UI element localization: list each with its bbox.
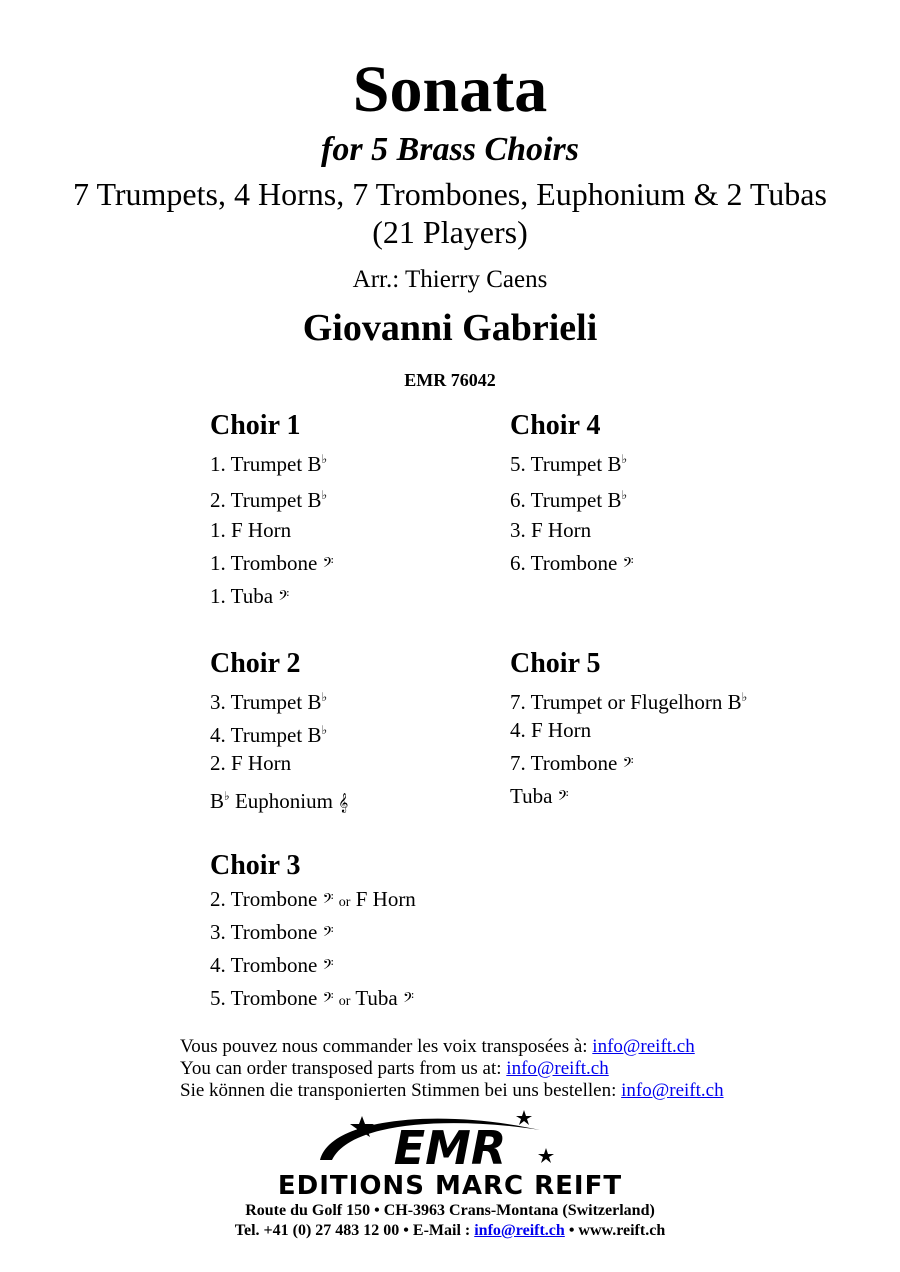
part-item: Tuba 𝄢 <box>510 784 569 808</box>
choir-heading: Choir 5 <box>510 648 601 679</box>
flat-icon: ♭ <box>321 452 328 466</box>
bass-clef-icon: 𝄢 <box>322 924 334 944</box>
part-item: 3. Trombone 𝄢 <box>210 920 334 944</box>
publisher-email-link[interactable]: info@reift.ch <box>474 1222 565 1239</box>
flat-icon: ♭ <box>621 488 628 502</box>
part-item: B♭ Euphonium 𝄞 <box>210 789 349 813</box>
part-item: 2. Trumpet B♭ <box>210 488 328 512</box>
bass-clef-icon: 𝄢 <box>278 588 290 608</box>
bass-clef-icon: 𝄢 <box>322 990 334 1010</box>
players-count: (21 Players) <box>372 214 528 250</box>
bass-clef-icon: 𝄢 <box>322 555 334 575</box>
instrumentation: 7 Trumpets, 4 Horns, 7 Trombones, Euphonium & 2 Tubas <box>73 176 827 212</box>
email-link[interactable]: info@reift.ch <box>506 1058 609 1079</box>
part-item: 3. Trumpet B♭ <box>210 690 328 714</box>
part-item: 5. Trombone 𝄢 or Tuba 𝄢 <box>210 986 414 1010</box>
arranger: Arr.: Thierry Caens <box>352 266 548 293</box>
choir-4 <box>510 409 634 580</box>
bass-clef-icon: 𝄢 <box>322 957 334 977</box>
publisher-contact: Tel. +41 (0) 27 483 12 00 • E-Mail : info@reift.ch • www.reift.ch <box>234 1222 666 1239</box>
flat-icon: ♭ <box>321 488 328 502</box>
part-item: 3. F Horn <box>510 518 592 542</box>
choir-heading: Choir 3 <box>210 850 301 881</box>
part-item: 1. F Horn <box>210 518 292 542</box>
logo-text: EMR <box>393 1121 507 1175</box>
publisher-name: EDITIONS MARC REIFT <box>277 1171 623 1201</box>
emr-logo <box>300 1108 600 1176</box>
title: Sonata <box>352 53 548 126</box>
flat-icon: ♭ <box>621 452 628 466</box>
part-item: 1. Trumpet B♭ <box>210 452 328 476</box>
flat-icon: ♭ <box>741 690 748 704</box>
flat-icon: ♭ <box>321 690 328 704</box>
flat-icon: ♭ <box>224 789 230 803</box>
part-item: 7. Trumpet or Flugelhorn B♭ <box>510 690 748 714</box>
bass-clef-icon: 𝄢 <box>622 555 634 575</box>
bass-clef-icon: 𝄢 <box>557 788 569 808</box>
choir-heading: Choir 2 <box>210 648 301 679</box>
bass-clef-icon: 𝄢 <box>622 755 634 775</box>
part-item: 4. Trumpet B♭ <box>210 723 328 747</box>
email-link[interactable]: info@reift.ch <box>621 1080 724 1101</box>
part-item: 5. Trumpet B♭ <box>510 452 628 476</box>
bass-clef-icon: 𝄢 <box>322 891 334 911</box>
catalog-number: EMR 76042 <box>404 370 496 390</box>
part-item: 2. F Horn <box>210 751 292 775</box>
choir-heading: Choir 4 <box>510 410 601 441</box>
part-item: 2. Trombone 𝄢 or F Horn <box>210 887 416 911</box>
choir-5 <box>510 647 747 813</box>
choir-heading: Choir 1 <box>210 410 301 441</box>
choir-1 <box>210 409 334 613</box>
choir-3 <box>210 849 416 1015</box>
bass-clef-icon: 𝄢 <box>403 990 414 1010</box>
order-note-de: Sie können die transponierten Stimmen bei uns bestellen: info@reift.ch <box>180 1080 724 1101</box>
choir-2 <box>210 647 348 813</box>
composer: Giovanni Gabrieli <box>302 307 598 349</box>
part-item: 1. Tuba 𝄢 <box>210 584 290 608</box>
part-item: 1. Trombone 𝄢 <box>210 551 334 575</box>
part-item: 4. F Horn <box>510 718 592 742</box>
subtitle: for 5 Brass Choirs <box>321 131 579 168</box>
order-note <box>180 1036 724 1102</box>
part-item: 7. Trombone 𝄢 <box>510 751 634 775</box>
part-item: 6. Trumpet B♭ <box>510 488 628 512</box>
order-note-fr: Vous pouvez nous commander les voix transposées à: info@reift.ch <box>180 1036 695 1057</box>
order-note-en: You can order transposed parts from us at: info@reift.ch <box>180 1058 609 1079</box>
part-item: 4. Trombone 𝄢 <box>210 953 334 977</box>
part-item: 6. Trombone 𝄢 <box>510 551 634 575</box>
flat-icon: ♭ <box>321 723 328 737</box>
publisher-address: Route du Golf 150 • CH-3963 Crans-Montana (Switzerland) <box>245 1202 655 1219</box>
treble-clef-icon: 𝄞 <box>338 793 349 813</box>
email-link[interactable]: info@reift.ch <box>592 1036 695 1057</box>
